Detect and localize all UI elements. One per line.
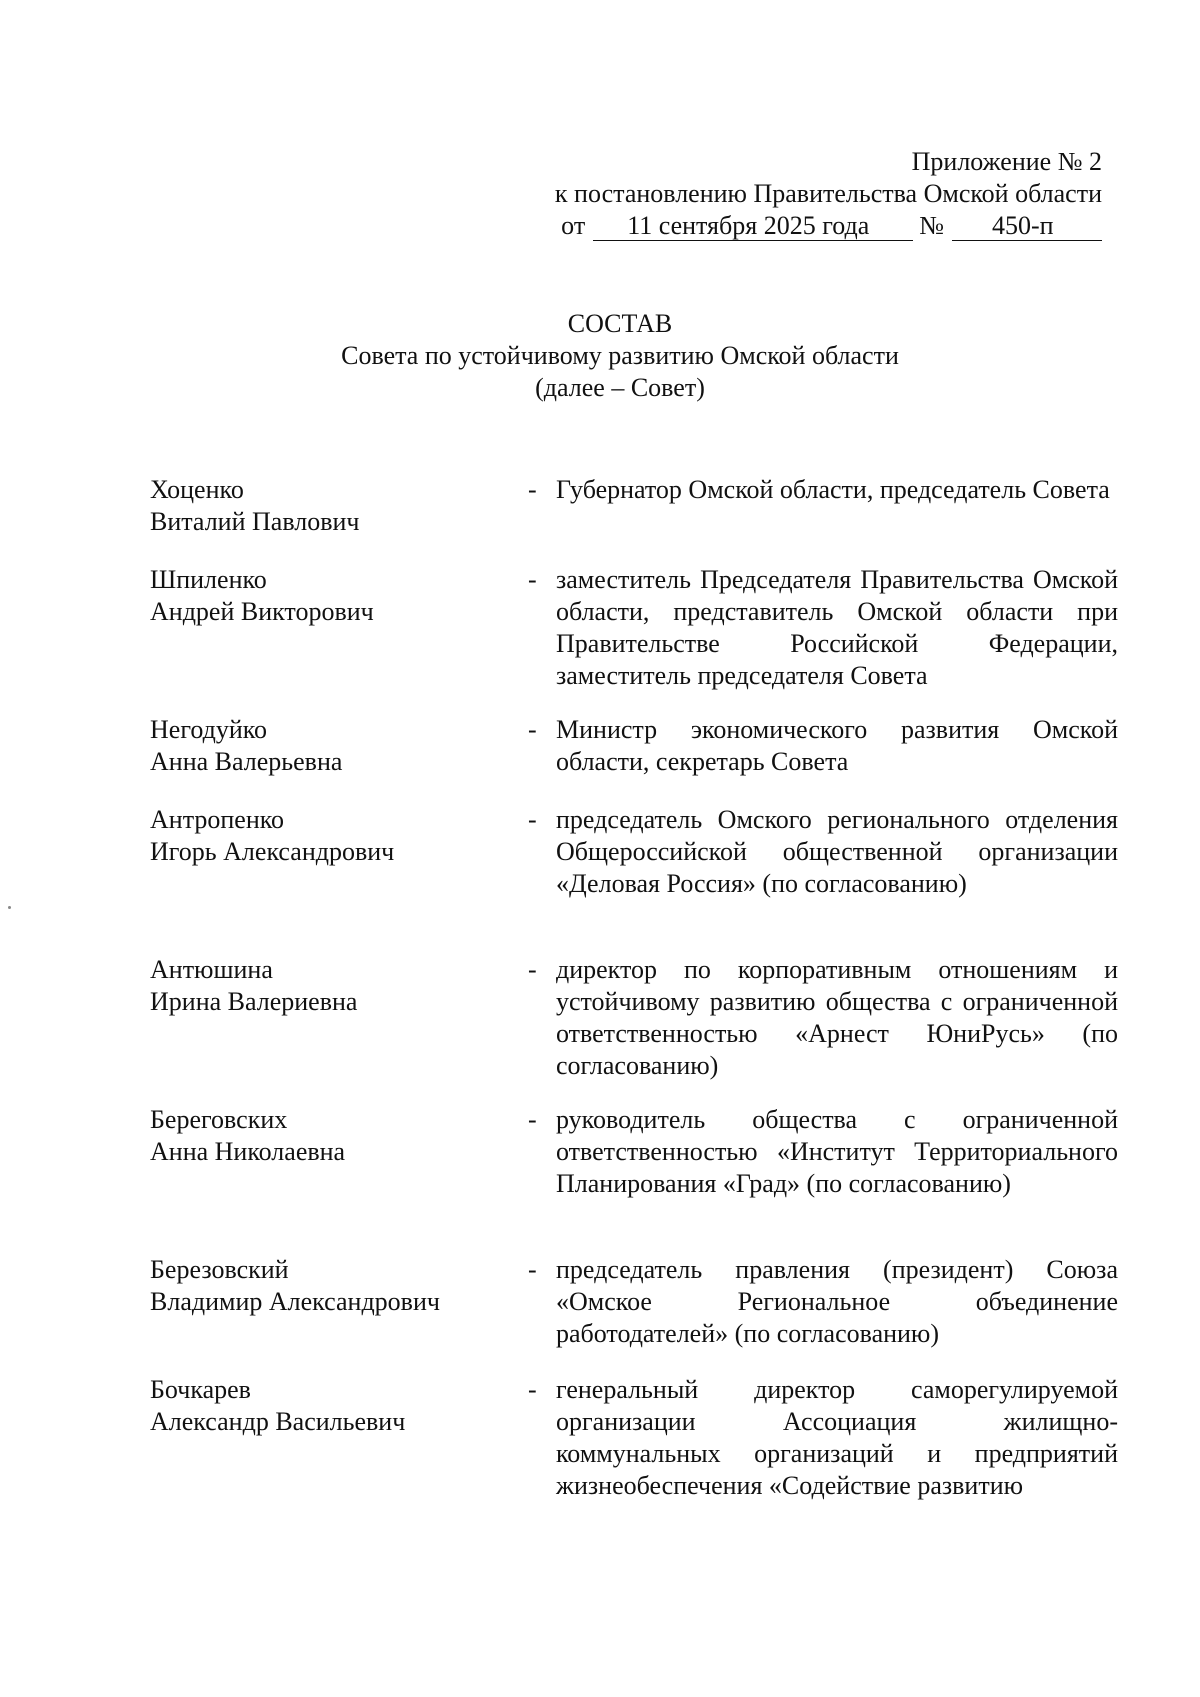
- member-dash: -: [528, 715, 537, 744]
- decree-date: 11 сентября 2025 года: [593, 212, 913, 241]
- member-surname: Хоценко: [150, 475, 244, 504]
- member-given-names: Анна Валерьевна: [150, 747, 343, 776]
- member-name: [150, 804, 530, 868]
- title-heading: СОСТАВ: [567, 309, 673, 338]
- member-given-names: Анна Николаевна: [150, 1137, 346, 1166]
- member-role: заместитель Председателя Правительства Омской области, представитель Омской области при Правительстве Российской Федерации, заместитель председателя Совета: [556, 565, 1118, 690]
- member-given-names: Виталий Павлович: [150, 507, 360, 536]
- document-title: [0, 308, 1200, 404]
- member-role: Губернатор Омской области, председатель Совета: [556, 475, 1110, 504]
- member-name: [150, 474, 530, 538]
- member-surname: Негодуйко: [150, 715, 268, 744]
- member-name: [150, 1374, 530, 1438]
- member-name: [150, 1104, 530, 1168]
- member-role: председатель правления (президент) Союза «Омское Региональное объединение работодателей» (по согласованию): [556, 1255, 1118, 1348]
- member-surname: Антюшина: [150, 955, 273, 984]
- decree-date-line: [482, 210, 1102, 242]
- member-name: [150, 954, 530, 1018]
- scan-speck: [8, 906, 11, 909]
- member-dash: -: [528, 1105, 537, 1134]
- member-dash: -: [528, 955, 537, 984]
- member-name: [150, 564, 530, 628]
- member-dash: -: [528, 805, 537, 834]
- member-role: директор по корпоративным отношениям и устойчивому развитию общества с ограниченной ответственностью «Арнест ЮниРусь» (по согласованию): [556, 955, 1118, 1080]
- member-dash: -: [528, 1375, 537, 1404]
- appendix-header: [482, 146, 1102, 242]
- member-surname: Бочкарев: [150, 1375, 251, 1404]
- appendix-number: Приложение № 2: [911, 147, 1102, 176]
- title-subtitle: Совета по устойчивому развитию Омской области: [341, 341, 899, 370]
- member-role: руководитель общества с ограниченной ответственностью «Институт Территориального Планирования «Град» (по согласованию): [556, 1105, 1118, 1198]
- member-role: Министр экономического развития Омской области, секретарь Совета: [556, 715, 1118, 776]
- member-dash: -: [528, 475, 537, 504]
- member-surname: Березовский: [150, 1255, 289, 1284]
- member-name: [150, 1254, 530, 1318]
- member-surname: Береговских: [150, 1105, 288, 1134]
- member-role: генеральный директор саморегулируемой организации Ассоциация жилищно-коммунальных организаций и предприятий жизнеобеспечения «Содействие развитию: [556, 1375, 1118, 1500]
- member-surname: Антропенко: [150, 805, 285, 834]
- appendix-reference: к постановлению Правительства Омской области: [554, 179, 1102, 208]
- member-surname: Шпиленко: [150, 565, 267, 594]
- member-dash: -: [528, 565, 537, 594]
- member-given-names: Владимир Александрович: [150, 1287, 440, 1316]
- from-label: от: [561, 211, 586, 240]
- member-dash: -: [528, 1255, 537, 1284]
- decree-number: 450-п: [952, 212, 1102, 241]
- member-name: [150, 714, 530, 778]
- title-note: (далее – Совет): [535, 373, 705, 402]
- member-given-names: Александр Васильевич: [150, 1407, 406, 1436]
- member-given-names: Андрей Викторович: [150, 597, 374, 626]
- number-label: №: [919, 211, 944, 240]
- member-role: председатель Омского регионального отделения Общероссийской общественной организации «Деловая Россия» (по согласованию): [556, 805, 1118, 898]
- member-given-names: Ирина Валериевна: [150, 987, 358, 1016]
- member-given-names: Игорь Александрович: [150, 837, 395, 866]
